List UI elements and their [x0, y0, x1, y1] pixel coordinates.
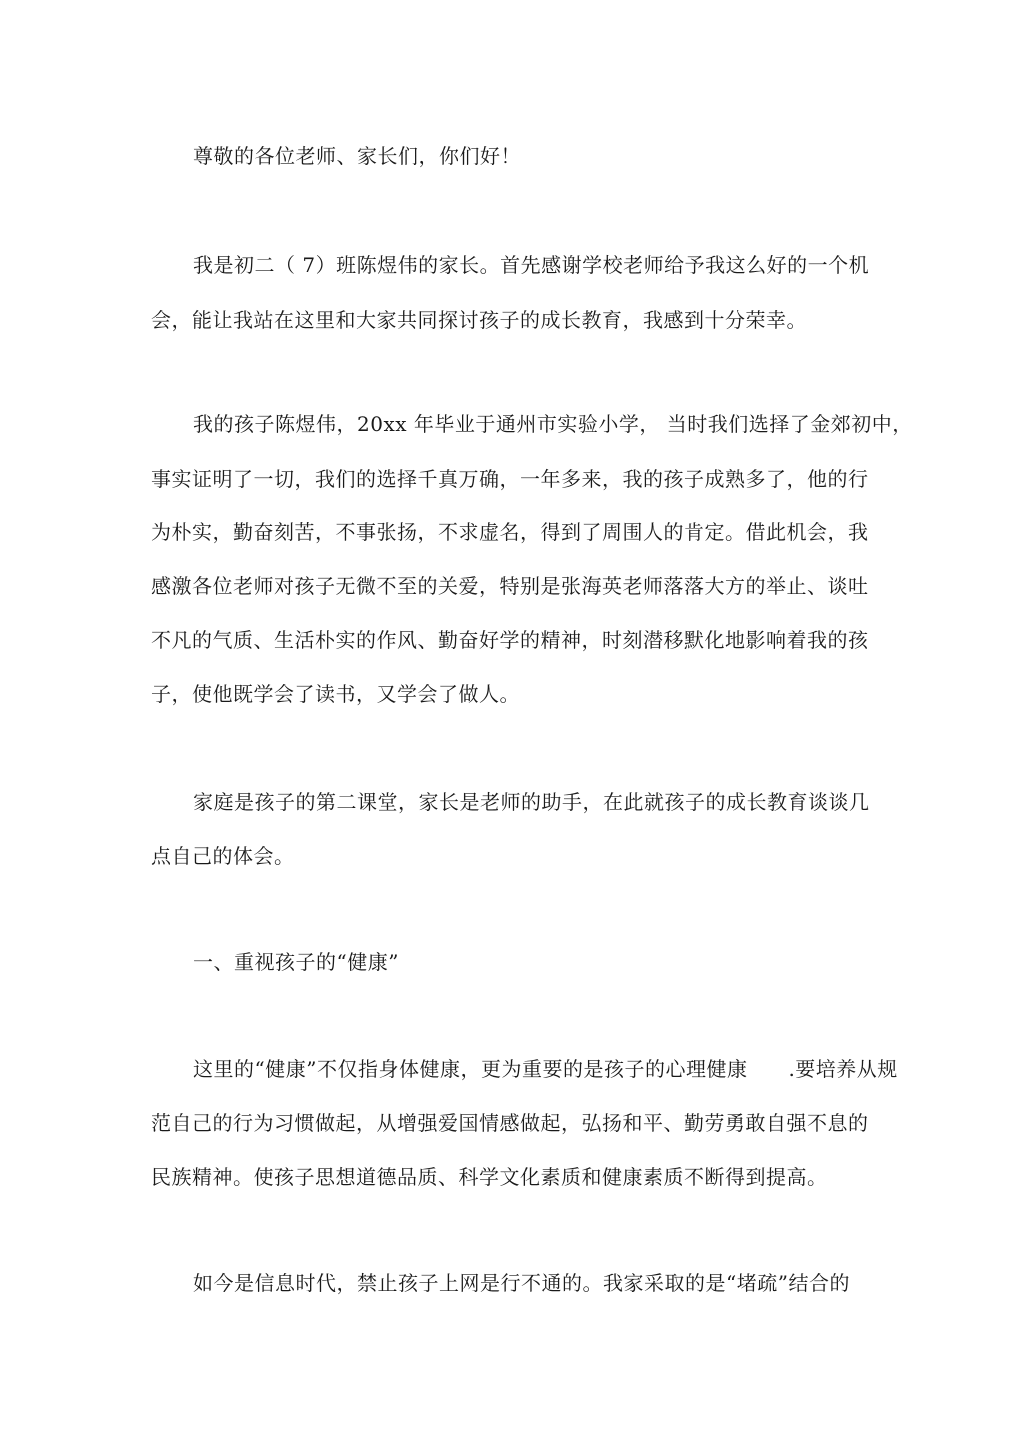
paragraph-2-line-6: 子，使他既学会了读书，又学会了做人。	[151, 682, 520, 706]
section-heading-1: 一、重视孩子的“健康”	[193, 950, 399, 974]
paragraph-2-line-1: 我的孩子陈煜伟，20xx 年毕业于通州市实验小学， 当时我们选择了金郊初中，	[193, 412, 913, 436]
paragraph-1-line-2: 会，能让我站在这里和大家共同探讨孩子的成长教育，我感到十分荣幸。	[151, 308, 807, 332]
paragraph-4-line-2: 范自己的行为习惯做起，从增强爱国情感做起，弘扬和平、勤劳勇敢自强不息的	[151, 1111, 869, 1135]
paragraph-2-line-3: 为朴实，勤奋刻苦，不事张扬，不求虚名，得到了周围人的肯定。借此机会，我	[151, 520, 869, 544]
paragraph-2-line-2: 事实证明了一切，我们的选择千真万确，一年多来，我的孩子成熟多了，他的行	[151, 467, 869, 491]
paragraph-4-line-1: 这里的“健康”不仅指身体健康，更为重要的是孩子的心理健康 .要培养从规	[193, 1057, 898, 1081]
paragraph-3-line-1: 家庭是孩子的第二课堂，家长是老师的助手，在此就孩子的成长教育谈谈几	[193, 790, 870, 814]
paragraph-4-line-3: 民族精神。使孩子思想道德品质、科学文化素质和健康素质不断得到提高。	[151, 1165, 828, 1189]
paragraph-5-line-1: 如今是信息时代，禁止孩子上网是行不通的。我家采取的是“堵疏”结合的	[193, 1271, 850, 1295]
paragraph-2-line-5: 不凡的气质、生活朴实的作风、勤奋好学的精神，时刻潜移默化地影响着我的孩	[151, 628, 869, 652]
paragraph-1-line-1: 我是初二（ 7）班陈煜伟的家长。首先感谢学校老师给予我这么好的一个机	[193, 253, 870, 277]
paragraph-3-line-2: 点自己的体会。	[151, 844, 295, 868]
greeting-line: 尊敬的各位老师、家长们，你们好！	[193, 144, 521, 168]
paragraph-2-line-4: 感激各位老师对孩子无微不至的关爱，特别是张海英老师落落大方的举止、谈吐	[151, 574, 869, 598]
